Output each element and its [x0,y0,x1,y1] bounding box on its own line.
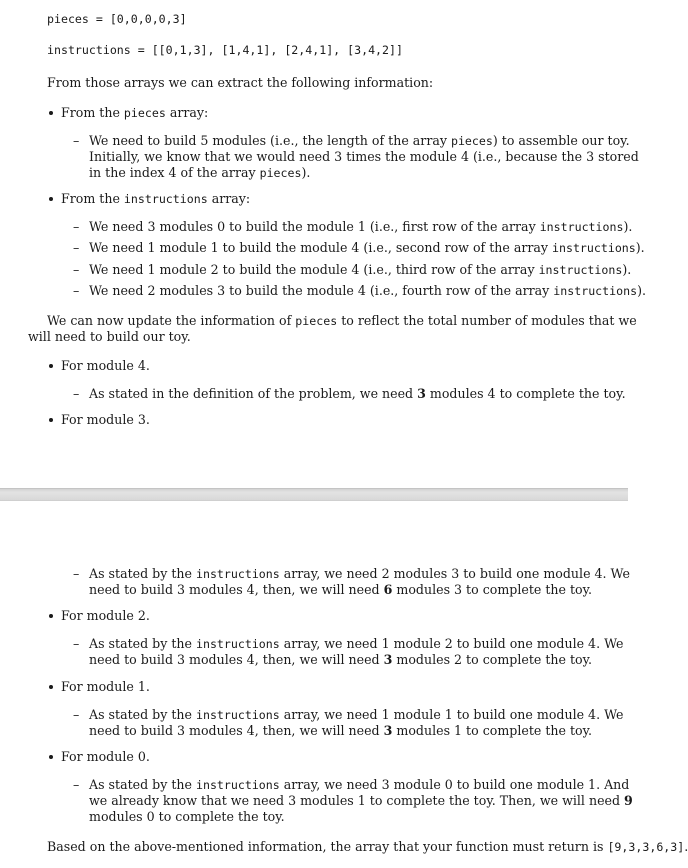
module3-bullet: For module 3. [61,412,150,427]
pieces-bullet: From the pieces array: [61,105,209,120]
intro-text: From those arrays we can extract the following information: [47,75,434,90]
update-paragraph: We can now update the information of pieces to reflect the total number of modules that we will need to build our toy. [28,313,637,344]
instructions-item: – We need 3 modules 0 to build the module 1 (i.e., first row of the array instructions). [89,219,632,235]
pieces-item: – We need to build 5 modules (i.e., the length of the array pieces) to assemble our toy. Initially, we know that we would need 3 times the module 4 (i.e., because the 3 stored in the index 4 of the array pieces). [89,133,639,181]
module0-item: – As stated by the instructions array, we need 3 module 0 to build one module 1. And we already know that we need 3 modules 1 to complete the toy. Then, we will need 9 modules 0 to complete the toy. [89,777,633,825]
page-separator [0,488,628,501]
module3-item: – As stated by the instructions array, we need 2 modules 3 to build one module 4. We need to build 3 modules 4, then, we will need 6 modules 3 to complete the toy. [89,566,630,598]
module1-bullet: For module 1. [61,679,150,694]
module2-item: – As stated by the instructions array, we need 1 module 2 to build one module 4. We need to build 3 modules 4, then, we will need 3 modules 2 to complete the toy. [89,636,623,668]
module4-item: – As stated in the definition of the problem, we need 3 modules 4 to complete the toy. [89,386,626,402]
module2-bullet: For module 2. [61,608,150,623]
module0-bullet: For module 0. [61,749,150,764]
module4-bullet: For module 4. [61,358,150,373]
conclusion-text: Based on the above-mentioned information, the array that your function must return is [9,3,3,6,3]. [47,839,688,854]
instructions-bullet: From the instructions array: [61,191,251,206]
module1-item: – As stated by the instructions array, we need 1 module 1 to build one module 4. We need to build 3 modules 4, then, we will need 3 modules 1 to complete the toy. [89,707,623,739]
instructions-item: – We need 1 module 2 to build the module 4 (i.e., third row of the array instructions). [89,262,631,278]
instructions-item: – We need 2 modules 3 to build the module 4 (i.e., fourth row of the array instructions). [89,283,646,299]
instructions-item: – We need 1 module 1 to build the module 4 (i.e., second row of the array instructions). [89,240,645,256]
pieces-code-line: pieces = [0,0,0,0,3] [47,12,187,26]
instructions-code-line: instructions = [[0,1,3], [1,4,1], [2,4,1], [3,4,2]] [47,43,403,57]
